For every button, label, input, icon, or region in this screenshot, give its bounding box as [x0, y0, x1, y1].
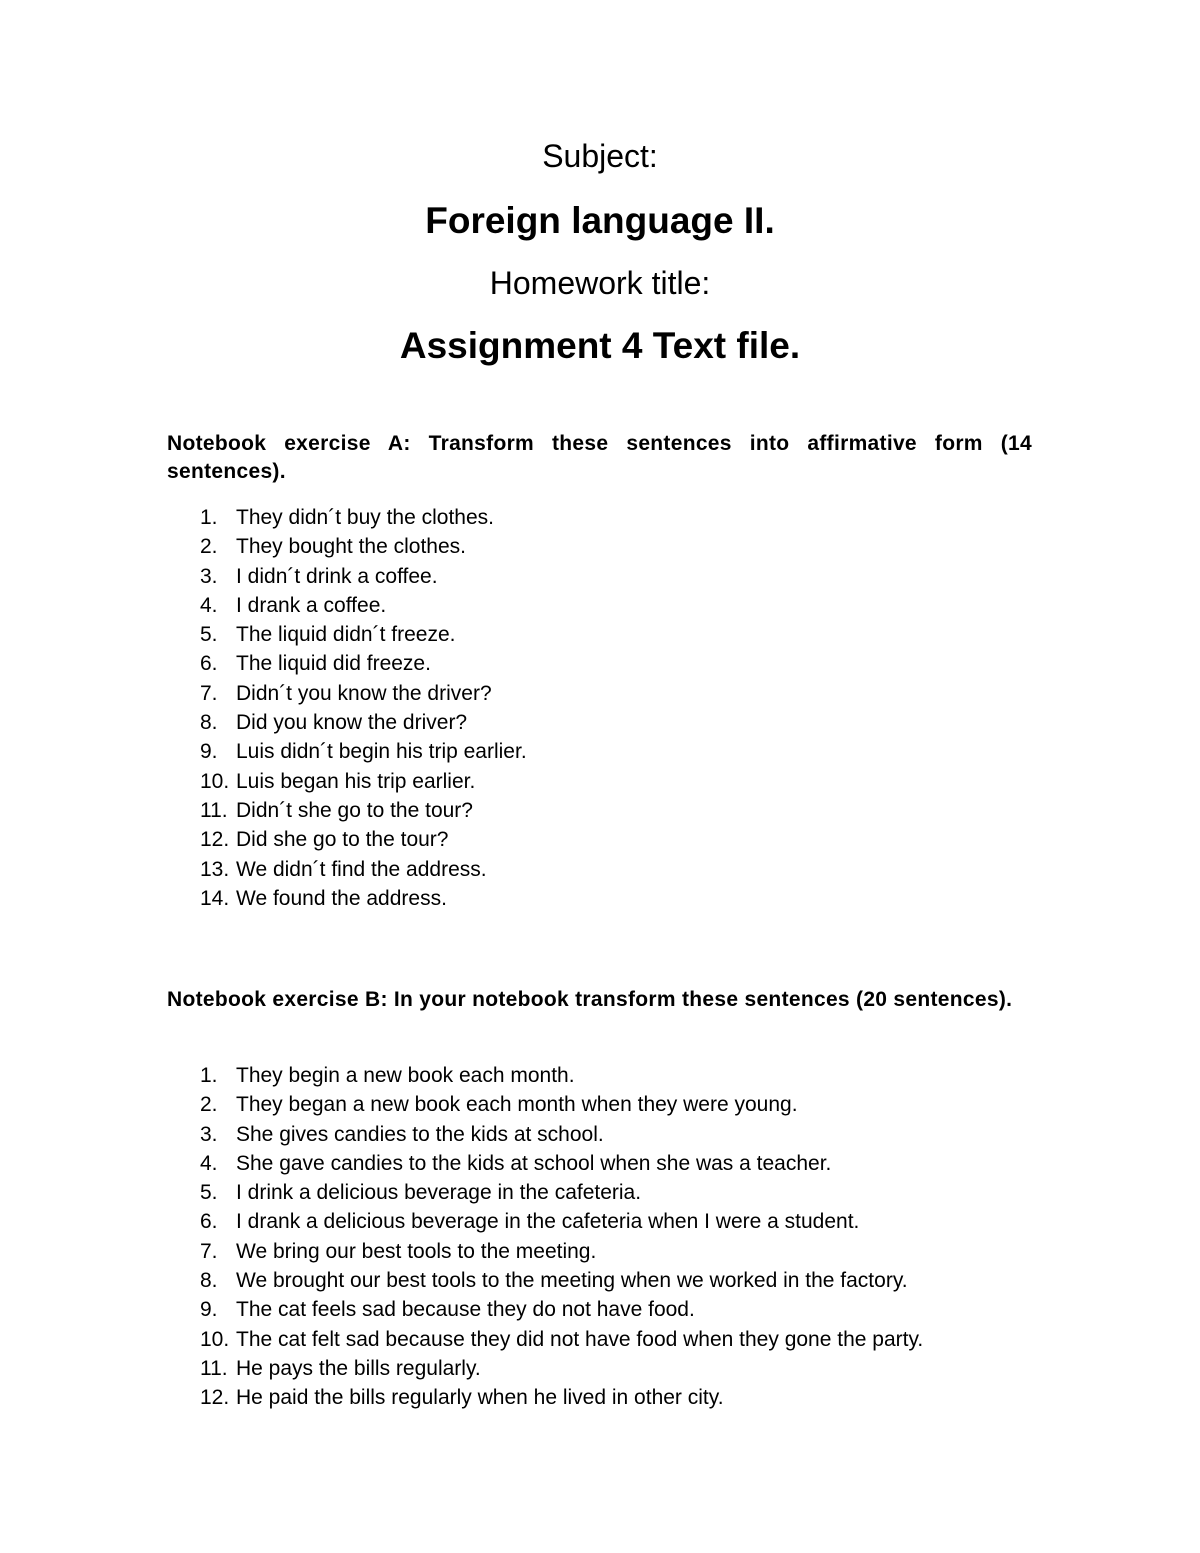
list-item — [200, 737, 1100, 766]
list-item — [200, 708, 1100, 737]
list-item-number: 12. — [200, 1386, 230, 1410]
list-item-number: 13. — [200, 857, 230, 881]
exercise-b-list — [200, 1061, 1100, 1413]
list-item — [200, 679, 1100, 708]
list-item-text: We didn´t find the address. — [236, 857, 487, 881]
list-item — [200, 503, 1100, 532]
list-item-number: 4. — [200, 593, 218, 617]
list-item-text: The cat felt sad because they did not have food when they gone the party. — [236, 1327, 924, 1351]
list-item-number: 5. — [200, 623, 218, 647]
list-item-number: 3. — [200, 564, 218, 588]
list-item — [200, 825, 1100, 854]
list-item-text: We bring our best tools to the meeting. — [236, 1239, 597, 1263]
list-item — [200, 591, 1100, 620]
list-item-text: The liquid didn´t freeze. — [236, 623, 456, 647]
list-item-text: They began a new book each month when they were young. — [236, 1093, 798, 1117]
exercise-a-list — [200, 503, 1100, 913]
list-item-number: 12. — [200, 828, 230, 852]
list-item — [200, 1061, 1100, 1090]
list-item-text: Didn´t you know the driver? — [236, 681, 492, 705]
list-item-text: We brought our best tools to the meeting when we worked in the factory. — [236, 1269, 908, 1293]
subject-label: Subject: — [542, 138, 658, 174]
list-item-number: 5. — [200, 1181, 218, 1205]
list-item — [200, 1207, 1100, 1236]
list-item — [200, 884, 1100, 913]
list-item-number: 2. — [200, 535, 218, 559]
list-item-text: They begin a new book each month. — [236, 1064, 575, 1087]
list-item — [200, 1149, 1100, 1178]
list-item — [200, 620, 1100, 649]
list-item-number: 10. — [200, 769, 230, 793]
list-item-number: 8. — [200, 1269, 218, 1293]
list-item-text: Didn´t she go to the tour? — [236, 798, 473, 822]
list-item — [200, 796, 1100, 825]
exercise-b-heading: Notebook exercise B: In your notebook transform these sentences (20 sentences). — [167, 988, 1013, 1011]
list-item-text: I didn´t drink a coffee. — [236, 564, 438, 588]
list-item — [200, 562, 1100, 591]
list-item — [200, 1383, 1100, 1412]
list-item — [200, 649, 1100, 678]
list-item — [200, 767, 1100, 796]
list-item-text: They didn´t buy the clothes. — [236, 506, 494, 529]
list-item-text: The cat feels sad because they do not have food. — [236, 1298, 695, 1322]
list-item — [200, 1178, 1100, 1207]
list-item-number: 6. — [200, 1210, 218, 1234]
list-item-number: 14. — [200, 886, 230, 910]
list-item-text: I drank a coffee. — [236, 593, 387, 617]
list-item-number: 8. — [200, 711, 218, 735]
list-item — [200, 1237, 1100, 1266]
list-item-number: 4. — [200, 1151, 218, 1175]
list-item-text: We found the address. — [236, 886, 447, 910]
list-item-number: 1. — [200, 506, 218, 529]
exercise-a-heading: Notebook exercise A: Transform these sentences into affirmative form (14 sentences). — [167, 432, 1032, 483]
list-item — [200, 532, 1100, 561]
subject-value: Foreign language II. — [425, 200, 775, 241]
homework-title-value: Assignment 4 Text file. — [399, 325, 801, 366]
list-item-text: She gives candies to the kids at school. — [236, 1122, 604, 1146]
list-item — [200, 1120, 1100, 1149]
list-item-text: He paid the bills regularly when he lived in other city. — [236, 1386, 724, 1410]
list-item — [200, 1090, 1100, 1119]
list-item-number: 7. — [200, 1239, 218, 1263]
list-item-number: 3. — [200, 1122, 218, 1146]
list-item-number: 10. — [200, 1327, 230, 1351]
list-item-number: 9. — [200, 740, 218, 764]
list-item-text: He pays the bills regularly. — [236, 1356, 481, 1380]
homework-title-label: Homework title: — [489, 265, 711, 301]
list-item-text: Luis began his trip earlier. — [236, 769, 476, 793]
list-item-number: 2. — [200, 1093, 218, 1117]
list-item-text: She gave candies to the kids at school when she was a teacher. — [236, 1151, 832, 1175]
list-item — [200, 1266, 1100, 1295]
list-item-number: 6. — [200, 652, 218, 676]
list-item-number: 11. — [200, 1356, 228, 1380]
list-item-text: I drink a delicious beverage in the cafeteria. — [236, 1181, 642, 1205]
list-item-text: The liquid did freeze. — [236, 652, 431, 676]
list-item — [200, 1325, 1100, 1354]
list-item-number: 1. — [200, 1064, 218, 1087]
list-item-text: Luis didn´t begin his trip earlier. — [236, 740, 527, 764]
list-item-text: Did she go to the tour? — [236, 828, 449, 852]
list-item-text: Did you know the driver? — [236, 711, 468, 735]
list-item — [200, 855, 1100, 884]
list-item-number: 11. — [200, 798, 228, 822]
list-item — [200, 1354, 1100, 1383]
list-item-number: 7. — [200, 681, 218, 705]
list-item-text: They bought the clothes. — [236, 535, 466, 559]
list-item — [200, 1295, 1100, 1324]
list-item-number: 9. — [200, 1298, 218, 1322]
list-item-text: I drank a delicious beverage in the cafeteria when I were a student. — [236, 1210, 860, 1234]
